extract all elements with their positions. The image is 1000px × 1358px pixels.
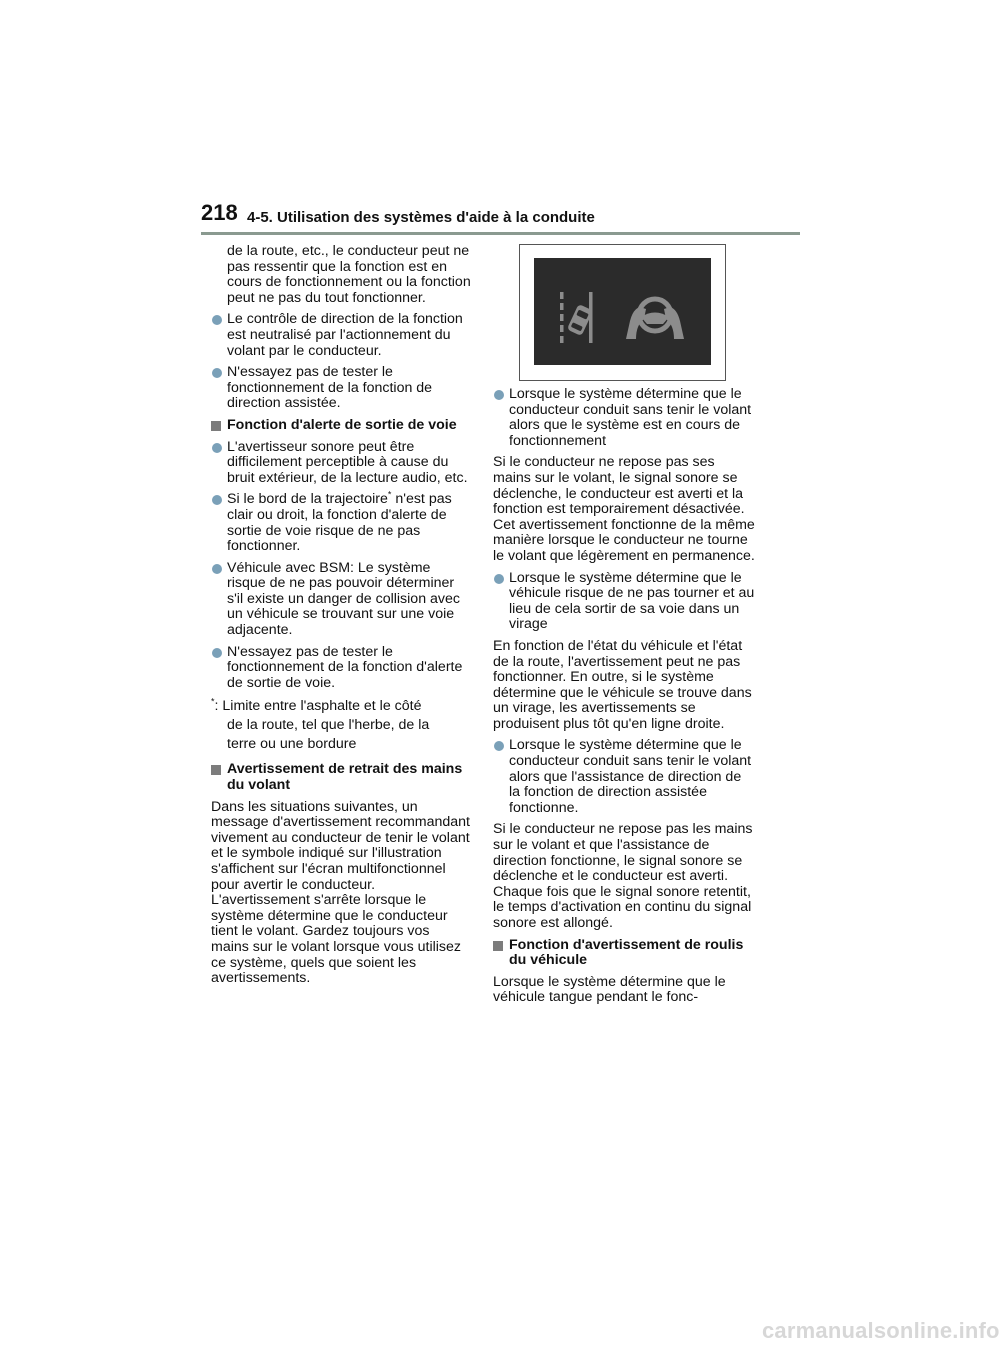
section-heading-text: Avertissement de retrait des mains du volant xyxy=(227,761,463,794)
hands-on-wheel-icon xyxy=(624,293,686,339)
footnote-line: : Limite entre l'asphalte et le côté xyxy=(214,698,422,715)
footnote-marker: * xyxy=(387,489,392,500)
list-item xyxy=(211,489,471,555)
square-bullet-icon xyxy=(211,765,221,775)
list-item-text-end: n'est pas clair ou droit, la fonction d'alerte de sortie de voie risque de ne pas fonctionner. xyxy=(227,491,452,555)
section-heading xyxy=(493,938,755,969)
list-item-text-start: Si le bord de la trajectoire xyxy=(227,491,388,508)
continuation-paragraph: de la route, etc., le conducteur peut ne pas ressentir que la fonction est en cours de fonctionnement ou la fonction peut ne pas du tout fonctionner. xyxy=(227,243,471,306)
list-item xyxy=(211,312,471,359)
multi-information-display xyxy=(534,258,711,365)
body-paragraph: Lorsque le système détermine que le véhicule tangue pendant le fonc- xyxy=(493,973,726,1006)
watermark: carmanualsonline.info xyxy=(762,1318,1000,1343)
list-item xyxy=(211,645,471,692)
list-item-text: Le contrôle de direction de la fonction est neutralisé par l'actionnement du volant par le conducteur. xyxy=(227,311,463,359)
footnote xyxy=(211,697,471,754)
list-item xyxy=(493,738,755,816)
bullet-icon xyxy=(494,741,504,751)
list-item-text: Lorsque le système détermine que le conducteur conduit sans tenir le volant alors que l'assistance de direction de la fonction de direction assistée fonctionne. xyxy=(509,737,752,816)
page-number: 218 xyxy=(201,200,238,225)
bullet-icon xyxy=(494,574,504,584)
bullet-icon xyxy=(494,390,504,400)
bullet-icon xyxy=(212,315,222,325)
footnote-marker: * xyxy=(211,696,215,707)
list-item xyxy=(211,440,471,487)
body-paragraph: Dans les situations suivantes, un message d'avertissement recommandant vivement au conducteur de tenir le volant et le symbole indiqué sur l'illustration s'affichent sur l'écran multifonctionnel pour avertir le conducteur. L'avertissement s'arrête lorsque le système détermine que le conducteur tient le volant. Gardez toujours vos mains sur le volant lorsque vous utilisez ce système, quels que soient les avertissements. xyxy=(211,798,470,987)
body-paragraph: Si le conducteur ne repose pas ses mains sur le volant, le signal sonore se déclenche, le conducteur est averti et la fonction est temporairement désactivée. Cet avertissement fonctionne de la même manière lorsque le conducteur ne tourne le volant que légèrement en permanence. xyxy=(493,454,755,564)
section-heading-text: Fonction d'alerte de sortie de voie xyxy=(227,416,457,433)
square-bullet-icon xyxy=(211,421,221,431)
list-item-text: N'essayez pas de tester le fonctionnement de la fonction d'alerte de sortie de voie. xyxy=(227,643,463,691)
section-heading xyxy=(211,418,471,434)
bullet-icon xyxy=(212,648,222,658)
body-paragraph: En fonction de l'état du véhicule et l'état de la route, l'avertissement peut ne pas fonctionner. En outre, si le système détermine que le véhicule se trouve dans un virage, les avertissements se produisent plus tôt qu'en ligne droite. xyxy=(493,637,752,732)
list-item-text: L'avertisseur sonore peut être difficilement perceptible à cause du bruit extérieur, de la lecture audio, etc. xyxy=(227,438,468,486)
list-item-text: N'essayez pas de tester le fonctionnement de la fonction de direction assistée. xyxy=(227,364,433,412)
square-bullet-icon xyxy=(493,941,503,951)
chapter-title: 4-5. Utilisation des systèmes d'aide à la conduite xyxy=(247,209,595,226)
bullet-icon xyxy=(212,368,222,378)
bullet-icon xyxy=(212,564,222,574)
list-item-text: Véhicule avec BSM: Le système risque de ne pas pouvoir déterminer s'il existe un danger de collision avec un véhicule se trouvant sur une voie adjacente. xyxy=(227,559,460,639)
bullet-icon xyxy=(212,443,222,453)
right-column xyxy=(493,244,755,1012)
list-item xyxy=(493,571,755,633)
list-item-text: Lorsque le système détermine que le véhicule risque de ne pas tourner et au lieu de cela sortir de sa voie dans un virage xyxy=(509,569,755,633)
bullet-icon xyxy=(212,495,222,505)
body-paragraph: Si le conducteur ne repose pas les mains sur le volant et que l'assistance de direction fonctionne, le signal sonore se déclenche et le conducteur est averti. Chaque fois que le signal sonore retentit, le temps d'activation en continu du signal sonore est allongé. xyxy=(493,821,753,931)
footnote-line: de la route, tel que l'herbe, de la xyxy=(227,717,430,734)
header-rule xyxy=(201,232,800,235)
list-item-text: Lorsque le système détermine que le conducteur conduit sans tenir le volant alors que le système est en cours de fonctionnement xyxy=(509,386,752,449)
left-column xyxy=(211,244,471,993)
footnote-line: terre ou une bordure xyxy=(227,736,357,753)
list-item xyxy=(211,365,471,412)
list-item xyxy=(211,561,471,639)
lane-departure-icon xyxy=(556,292,608,344)
page-header xyxy=(0,0,960,240)
illustration-frame xyxy=(519,244,726,381)
section-heading xyxy=(211,762,471,793)
list-item xyxy=(493,387,755,449)
section-heading-text: Fonction d'avertissement de roulis du véhicule xyxy=(509,936,744,969)
